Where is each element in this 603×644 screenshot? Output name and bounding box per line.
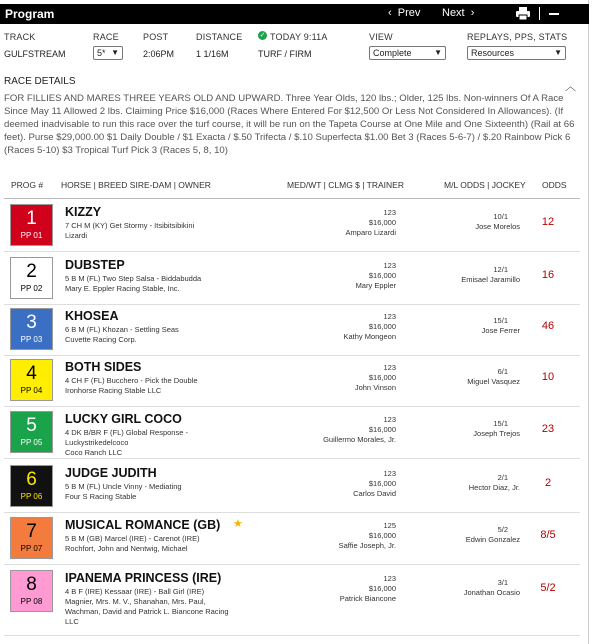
claiming-price: $16,000 [368,479,396,488]
ml-odds-jockey [420,473,520,493]
horse-owner: Luckystrikedelcoco Coco Ranch LLC [65,438,129,457]
jockey-name: Joseph Trejos [473,429,520,438]
check-circle-icon: ✓ [259,32,266,39]
program-number: 8 [26,574,37,595]
chevron-down-icon: ▼ [554,48,562,57]
weight: 123 [383,574,396,583]
med-weight-trainer [356,261,396,291]
med-weight-trainer [355,363,396,393]
next-race-button[interactable]: Next › [442,7,475,19]
live-odds: 12 [541,216,555,228]
live-odds: 2 [544,477,552,489]
morning-line-odds: 15/1 [493,316,508,325]
med-weight-trainer [340,574,396,604]
horse-pedigree: 4 CH F (FL) Bucchero - Pick the Double [65,376,198,385]
program-number-badge [10,204,53,246]
replays-label: REPLAYS, PPS, STATS [467,32,568,42]
program-number-badge [10,517,53,559]
ml-odds-jockey [420,367,520,387]
ml-odds-jockey [420,316,520,336]
live-odds: 5/2 [540,582,556,594]
program-number-badge [10,359,53,401]
med-weight-trainer [346,208,396,238]
chevron-down-icon: ▼ [434,48,442,57]
horse-pedigree: 5 B M (FL) Two Step Salsa - Biddabudda [65,274,202,283]
post-position: PP 07 [20,544,43,553]
horse-owner: Cuvette Racing Corp. [65,335,137,344]
claiming-price: $16,000 [368,218,396,227]
view-select-value: Complete [373,48,412,58]
program-number: 1 [26,208,37,229]
program-number: 7 [26,521,37,542]
live-odds: 23 [541,423,555,435]
claiming-price: $16,000 [368,271,396,280]
horse-pedigree: 7 CH M (KY) Get Stormy - Itsibitsibikini [65,221,195,230]
post-position: PP 03 [20,335,43,344]
trainer-name: Mary Eppler [355,281,396,290]
morning-line-odds: 5/2 [497,525,508,534]
star-icon: ★ [233,518,243,530]
program-title: Program [5,7,55,21]
program-number: 6 [26,469,37,490]
next-label: Next [442,7,465,19]
minimize-icon[interactable] [549,13,559,15]
entry-row[interactable] [4,304,580,356]
post-position: PP 08 [20,597,43,606]
prev-label: Prev [397,7,421,19]
morning-line-odds: 2/1 [497,473,508,482]
trainer-name: Guillermo Morales, Jr. [323,435,396,444]
ml-odds-jockey [420,578,520,598]
horse-name[interactable]: LUCKY GIRL COCO [65,412,182,426]
weight: 123 [383,363,396,372]
program-number-badge [10,411,53,453]
ml-odds-jockey [420,265,520,285]
claiming-price: $16,000 [368,531,396,540]
horse-name[interactable]: KHOSEA [65,309,119,323]
distance-label: DISTANCE [196,32,243,42]
race-select-value: 5* [97,48,106,58]
weight: 123 [383,415,396,424]
ml-odds-jockey [420,419,520,439]
header-divider-line [4,198,580,199]
post-position: PP 04 [20,386,43,395]
program-number-badge [10,308,53,350]
med-weight-trainer [353,469,396,499]
horse-owner: Mary E. Eppler Racing Stable, Inc. [65,284,180,293]
jockey-name: Hector Diaz, Jr. [468,483,520,492]
weight: 123 [383,208,396,217]
post-position: PP 05 [20,438,43,447]
horse-name[interactable]: KIZZY [65,205,102,219]
weight: 125 [383,521,396,530]
trainer-name: Patrick Biancone [339,594,396,603]
jockey-name: Jonathan Ocasio [463,588,520,597]
track-value: GULFSTREAM [4,49,66,59]
claiming-price: $16,000 [368,373,396,382]
med-weight-trainer [339,521,396,551]
col-odds: ODDS [542,180,567,190]
med-weight-trainer [343,312,396,342]
program-number-badge [10,465,53,507]
resources-select[interactable] [467,46,566,60]
col-prog: PROG # [11,180,44,190]
view-label: VIEW [369,32,393,42]
entry-row[interactable] [4,355,580,407]
morning-line-odds: 10/1 [493,212,508,221]
horse-name[interactable]: DUBSTEP [65,258,125,272]
col-med: MED/WT | CLMG $ | TRAINER [287,180,404,190]
track-label: TRACK [4,32,36,42]
live-odds: 46 [541,320,555,332]
entry-row[interactable] [4,200,580,252]
program-header-bar [0,4,589,24]
trainer-name: Kathy Mongeon [343,332,396,341]
trainer-name: Saffie Joseph, Jr. [338,541,396,550]
post-value: 2:06PM [143,49,175,59]
horse-name[interactable]: BOTH SIDES [65,360,142,374]
chevron-up-icon[interactable]: ︿ [565,81,576,93]
distance-value: 1 1/16M [196,49,229,59]
post-label: POST [143,32,169,42]
post-position: PP 01 [20,231,43,240]
entry-row[interactable] [4,513,580,565]
col-ml: M/L ODDS | JOCKEY [444,180,526,190]
print-icon[interactable] [516,7,530,20]
claiming-price: $16,000 [368,584,396,593]
trainer-name: Carlos David [353,489,396,498]
program-number: 3 [26,312,37,333]
race-select[interactable] [93,46,123,60]
horse-owner: Magnier, Mrs. M. V., Shanahan, Mrs. Paul, Wachman, David and Patrick L. Biancone Racing LLC [65,597,229,626]
live-odds: 8/5 [540,529,556,541]
program-number: 4 [26,363,37,384]
horse-pedigree: 6 B M (FL) Khozan - Settling Seas [65,325,179,334]
weight: 123 [383,469,396,478]
race-details-text: FOR FILLIES AND MARES THREE YEARS OLD AND UPWARD. Three Year Olds, 120 lbs.; Older, 125 lbs. Non-winners Of A Race Since May 11 Allowed 2 lbs. Claiming Price $16,000 (Races Where Entered For $12,500 Or Less Not Considered In Allowances). (If deemed inadvisable to run this race over the turf course, it will be run on the Tapeta Course at One Mile and One Sixteenth) (Rail at 66 feet). Purse $29,000.00 $1 Daily Double / $1 Exacta / $.50 Trifecta / $.10 Superfecta $1.00 Bet 3 (Races 5-6-7) / $.20 Rainbow Pick 6 (Races 5-10) $3 Tropical Turf Pick 3 (Races 5, 8, 10) [4,93,575,156]
jockey-name: Jose Morelos [475,222,520,231]
horse-owner: Rochfort, John and Nentwig, Michael [65,544,188,553]
claiming-price: $16,000 [368,425,396,434]
prev-race-button[interactable]: ‹ Prev [388,7,421,19]
chevron-down-icon: ▼ [111,48,119,57]
view-select[interactable] [369,46,446,60]
horse-pedigree: 5 B M (FL) Uncle Vinny - Mediating [65,482,182,491]
horse-owner: Lizardi [65,231,88,240]
claiming-price: $16,000 [368,322,396,331]
surface-value: TURF / FIRM [258,49,312,59]
resources-select-value: Resources [471,48,515,58]
col-horse: HORSE | BREED SIRE-DAM | OWNER [61,180,211,190]
horse-owner: Four S Racing Stable [65,492,137,501]
horse-name[interactable]: IPANEMA PRINCESS (IRE) [65,571,222,585]
entry-row[interactable] [4,566,580,636]
entry-row[interactable] [4,461,580,513]
post-position: PP 06 [20,492,43,501]
trainer-name: John Vinson [354,383,396,392]
program-number: 2 [26,261,37,282]
jockey-name: Emisael Jaramillo [461,275,520,284]
live-odds: 16 [541,269,555,281]
jockey-name: Jose Ferrer [481,326,520,335]
jockey-name: Edwin Gonzalez [465,535,520,544]
morning-line-odds: 3/1 [497,578,508,587]
ml-odds-jockey [420,212,520,232]
live-odds: 10 [541,371,555,383]
med-weight-trainer [323,415,396,445]
morning-line-odds: 12/1 [493,265,508,274]
program-number-badge [10,257,53,299]
weight: 123 [383,312,396,321]
morning-line-odds: 6/1 [497,367,508,376]
header-divider [539,7,540,20]
entry-row[interactable] [4,407,580,459]
program-number: 5 [26,415,37,436]
morning-line-odds: 15/1 [493,419,508,428]
weight: 123 [383,261,396,270]
post-position: PP 02 [20,284,43,293]
horse-pedigree: 4 B F (IRE) Kessaar (IRE) - Ball Girl (IRE) [65,587,205,596]
race-label: RACE [93,32,119,42]
horse-pedigree: 5 B M (GB) Marcel (IRE) - Carenot (IRE) [65,534,200,543]
trainer-name: Amparo Lizardi [345,228,396,237]
entry-row[interactable] [4,253,580,305]
race-details-title: RACE DETAILS [4,76,76,87]
program-number-badge [10,570,53,612]
horse-name[interactable]: JUDGE JUDITH [65,466,157,480]
jockey-name: Miguel Vasquez [467,377,520,386]
horse-pedigree: 4 DK B/BR F (FL) Global Response - [65,428,188,437]
ml-odds-jockey [420,525,520,545]
horse-name[interactable]: MUSICAL ROMANCE (GB) [65,518,221,532]
today-label: TODAY 9:11A [270,32,328,42]
horse-owner: Ironhorse Racing Stable LLC [65,386,162,395]
